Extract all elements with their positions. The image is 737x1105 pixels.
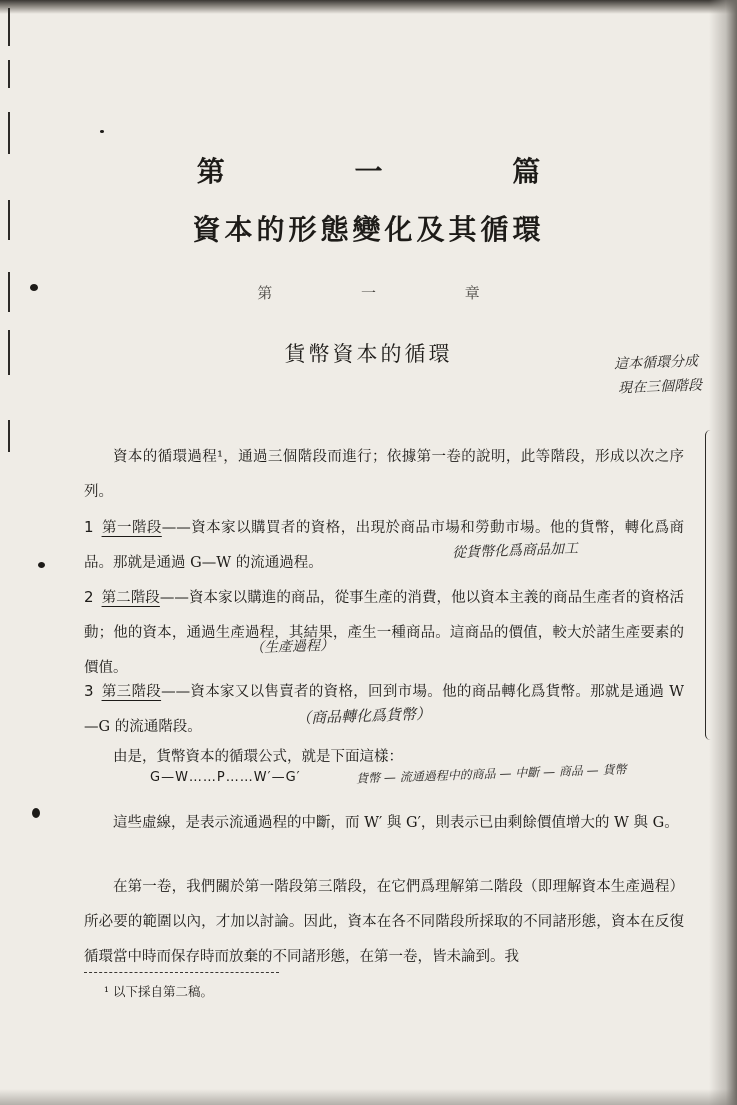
binding-mark <box>8 420 10 452</box>
stage-2-label: 第二階段 <box>101 590 160 606</box>
ink-spot <box>38 562 45 568</box>
stage-3-number: 3 <box>84 682 94 700</box>
stage-1-label: 第一階段 <box>101 520 162 536</box>
part-title: 第 一 篇 <box>196 155 601 188</box>
ink-spot <box>32 808 40 818</box>
ink-spot <box>100 130 104 133</box>
stage-1-handwritten-note: 從貨幣化爲商品加工 <box>451 540 579 562</box>
final-text: 在第一卷，我們關於第一階段第三階段，在它們爲理解第二階段（即理解資本生產過程）所必要的範圍以內，才加以討論。因此，資本在各不同階段所採取的不同諸形態，資本在反復循環當中時而保存時而放棄的不同諸形態，在第一卷，皆未論到。我 <box>84 879 684 965</box>
stage-1-text: ——資本家以購買者的資格，出現於商品市場和勞動市場。他的貨幣，轉化爲商品。那就是通過 G—W 的流通過程。 <box>84 520 685 571</box>
margin-bracket-mark <box>705 430 716 740</box>
book-title: 資本的形態變化及其循環 <box>192 213 545 246</box>
explanation-text: 這些虛線，是表示流通過程的中斷，而 W′ 與 G′，則表示已由剩餘價值增大的 W 與 G。 <box>113 815 679 831</box>
scan-edge-bottom <box>0 1089 737 1105</box>
stage-2-paragraph <box>84 580 684 686</box>
binding-mark <box>8 112 10 154</box>
stage-1-text-block <box>84 510 684 581</box>
margin-note-2: 現在三個階段 <box>617 377 703 397</box>
stage-3-label: 第三階段 <box>101 684 162 700</box>
formula-intro-text: 由是，貨幣資本的循環公式，就是下面這樣： <box>113 749 403 765</box>
formula-handwritten-note: 貨幣 — 流通過程中的商品 — 中斷 — 商品 — 貨幣 <box>355 762 627 786</box>
stage-2-text-block <box>84 580 684 686</box>
binding-mark <box>8 60 10 88</box>
stage-1-paragraph <box>84 510 684 581</box>
stage-3-text: ——資本家又以售賣者的資格，回到市場。他的商品轉化爲貨幣。那就是通過 W—G 的流通階段。 <box>84 684 684 735</box>
stage-1-number: 1 <box>84 518 94 536</box>
scan-edge-top <box>0 0 737 14</box>
circuit-formula: G—W……P……W′—G′ <box>150 770 301 785</box>
stage-3-handwritten-note: （商品轉化爲貨幣） <box>295 704 432 728</box>
footnote: ¹ 以下採自第二稿。 <box>104 984 213 999</box>
intro-paragraph <box>84 440 684 510</box>
final-paragraph <box>84 870 684 975</box>
binding-mark <box>8 8 10 46</box>
intro-text: 資本的循環過程¹，通過三個階段而進行；依據第一卷的說明，此等階段，形成以次之序列。 <box>84 449 684 500</box>
stage-2-text: ——資本家以購進的商品，從事生產的消費，他以資本主義的商品生產者的資格活動；他的資本，通過生產過程，其結果，產生一種商品。這商品的價值，較大於諸生產要素的價值。 <box>84 590 685 676</box>
footnote-rule <box>84 972 279 973</box>
explanation-paragraph <box>84 806 684 841</box>
chapter-number: 第 一 章 <box>257 284 522 302</box>
margin-note-1: 這本循環分成 <box>613 353 699 373</box>
chapter-title: 貨幣資本的循環 <box>284 342 453 366</box>
stage-2-number: 2 <box>84 588 94 606</box>
stage-2-handwritten-note: （生產過程） <box>249 637 335 657</box>
